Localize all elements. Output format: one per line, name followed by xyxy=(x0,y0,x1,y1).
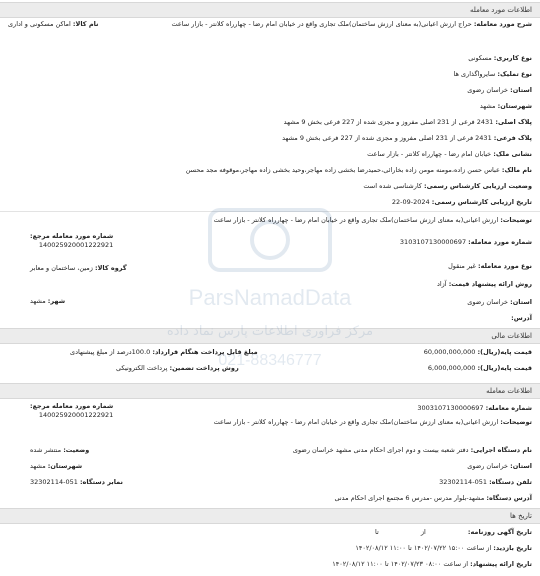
base-price: قیمت پایه(ریال): 60,000,000,000 xyxy=(423,348,532,356)
deal-province: استان: خراسان رضوی xyxy=(467,462,532,470)
property-address: نشانی ملک: خیابان امام رضا - چهارراه کلانتر - بازار ساعت xyxy=(367,150,532,158)
offer-date: تاریخ ارائه پیشنهاد: از ساعت ۰۸:۰۰ ۱۴۰۲/۰۷/۲۳ تا ۱۱:۰۰ ۱۴۰۲/۰۸/۱۲ xyxy=(332,560,532,568)
executive-org: نام دستگاه اجرایی: دفتر شعبه بیست و دوم اجرای احکام مدنی مشهد خراسان رضوی xyxy=(292,446,532,454)
usage-type: نوع کاربری: مسکونی xyxy=(468,54,532,62)
section-header-financial: اطلاعات مالی xyxy=(0,328,540,344)
watermark-tagline: مرکز فراوری اطلاعات پارس نماد داده xyxy=(166,324,374,339)
owner-name: نام مالک: عباس حسن زاده،مومنه مومن زاده بخارائی،حمیدرضا بخشی زاده مهاجر،وحید بخشی زاده مهاجر،موقوفه مجد محسن xyxy=(185,166,532,174)
address: آدرس: xyxy=(511,314,532,322)
main-plot: پلاک اصلی: 2431 فرعی از 231 اصلی مفروز و مجزی شده از 227 فرعی بخش 9 مشهد xyxy=(283,118,532,126)
province: استان: خراسان رضوی xyxy=(467,86,532,94)
deal-notes: توضیحات: ارزش اعیانی(به معنای ارزش ساختمان)ملک تجاری واقع در خیابان امام رضا - چهارراه کلانتر - بازار ساعت xyxy=(213,418,532,426)
appraisal-status: وضعیت ارزیابی کارشناس رسمی: کارشناسی شده است xyxy=(363,182,532,190)
deal-status: وضعیت: منتشر شده xyxy=(30,446,90,454)
reference-item-number: شماره مورد معامله مرجع: 140025920001222921 xyxy=(30,232,114,249)
section-header-deal: اطلاعات معامله xyxy=(0,383,540,399)
org-address: آدرس دستگاه: مشهد-بلوار مدرس -مدرس 6 مجتمع اجرای احکام مدنی xyxy=(334,494,532,502)
visit-date: تاریخ بازدید: از ساعت ۱۵:۰۰ ۱۴۰۲/۰۷/۲۲ تا ۱۱:۰۰ ۱۴۰۲/۰۸/۱۲ xyxy=(355,544,532,552)
watermark-site: ParsNamadData xyxy=(188,285,352,310)
guarantee-method: روش پرداخت تضمین: پرداخت الکترونیکی xyxy=(116,364,239,372)
item-notes: توضیحات: ارزش اعیانی(به معنای ارزش ساختمان)ملک تجاری واقع در خیابان امام رضا - چهارراه کلانتر - بازار ساعت xyxy=(213,216,532,224)
deposit-price: قیمت پایه(ریال): 6,000,000,000 xyxy=(427,364,532,372)
section-header-dates: تاریخ ها xyxy=(0,508,540,524)
contract-payment: مبلغ قابل پرداخت هنگام قرارداد: 100.0درصد از مبلغ پیشنهادی xyxy=(70,348,258,356)
county: شهرستان: مشهد xyxy=(479,102,532,110)
province-2: استان: خراسان رضوی xyxy=(467,298,532,306)
item-type: نوع مورد معامله: غیر منقول xyxy=(448,262,532,270)
offer-method: روش ارائه پیشنهاد قیمت: آزاد xyxy=(436,280,532,288)
appraisal-date: تاریخ ارزیابی کارشناس رسمی: 2024-09-22 xyxy=(391,198,532,206)
deal-reference-number: شماره مورد معامله مرجع: 140025920001222921 xyxy=(30,402,114,419)
city: شهر: مشهد xyxy=(30,297,66,305)
watermark-logo xyxy=(150,200,390,430)
org-fax: نمابر دستگاه: 051-32302114 xyxy=(30,478,123,486)
sub-plot: پلاک فرعی: 2431 فرعی از 231 اصلی مفروز و مجزی شده از 227 فرعی بخش 9 مشهد xyxy=(282,134,532,142)
newspaper-date: تاریخ آگهی روزنامه: از تا xyxy=(374,528,532,536)
watermark-phone: 021-88346777 xyxy=(218,352,322,369)
org-phone: تلفن دستگاه: 051-32302114 xyxy=(439,478,532,486)
ownership-type: نوع تملیک: سایرواگذاری ها xyxy=(453,70,532,78)
goods-group: گروه کالا: زمین، ساختمان و معابر xyxy=(30,264,127,272)
item-number: شماره مورد معامله: 3103107130000697 xyxy=(399,238,532,246)
item-description: شرح مورد معامله: حراج ارزش اعیانی(به معنای ارزش ساختمان)ملک تجاری واقع در خیابان امام رضا - چهارراه کلانتر - بازار ساعت xyxy=(171,20,532,28)
deal-number: شماره معامله: 3003107130000697 xyxy=(417,404,532,412)
item-goods-name: نام کالا: اماکن مسکونی و اداری xyxy=(8,20,99,28)
section-header-item-info: اطلاعات مورد معامله xyxy=(0,2,540,18)
deal-county: شهرستان: مشهد xyxy=(30,462,83,470)
